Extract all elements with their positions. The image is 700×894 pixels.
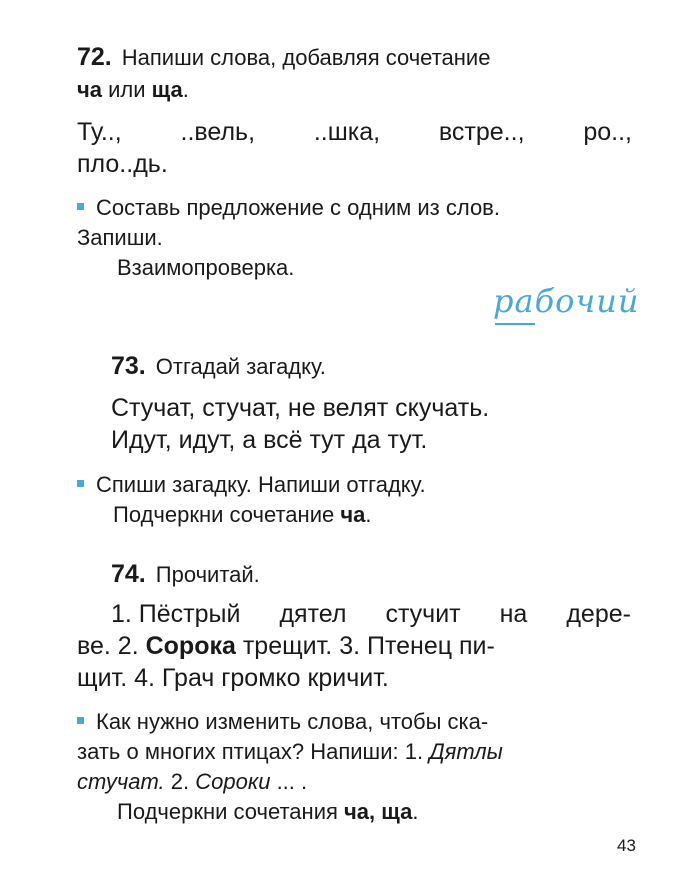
text-segment: ве. 2. xyxy=(77,632,146,660)
task-text: Спиши загадку. Напиши отгадку. xyxy=(96,472,426,497)
task-italic: стучат. xyxy=(77,769,165,794)
instruction-bold: ща xyxy=(151,77,183,102)
exercise-72-words xyxy=(77,116,632,148)
text-segment: трещит. 3. Птенец пи- xyxy=(235,632,495,660)
exercise-74-task xyxy=(77,707,503,827)
task-text-line xyxy=(77,767,503,797)
word-item: ..шка, xyxy=(313,118,381,146)
task-bold: ча, ща xyxy=(344,799,413,824)
text-word: стучит xyxy=(385,600,461,628)
text-word: дере- xyxy=(566,600,631,628)
page-number: 43 xyxy=(617,836,636,855)
task-text-line xyxy=(77,797,503,827)
text-bold: Сорока xyxy=(145,632,236,660)
instruction-text: . xyxy=(182,77,189,102)
bullet-icon xyxy=(77,480,84,487)
exercise-72-header xyxy=(77,43,637,72)
task-text: Взаимопроверка. xyxy=(117,255,295,280)
text-word: на xyxy=(499,600,528,628)
task-text: 2. xyxy=(164,769,196,794)
text-word: дятел xyxy=(279,600,347,628)
riddle-line: Идут, идут, а всё тут да тут. xyxy=(111,426,428,454)
vocab-word-underline xyxy=(495,323,535,325)
word-item: встре.., xyxy=(438,118,525,146)
word-item: ..вель, xyxy=(180,118,256,146)
task-text: Составь предложение с одним из слов. xyxy=(96,195,500,220)
bullet-icon xyxy=(77,717,84,724)
riddle-line: Стучат, стучат, не велят скучать. xyxy=(111,394,490,422)
task-text: Подчеркни сочетания xyxy=(117,799,345,824)
exercise-72-task xyxy=(77,193,500,283)
exercise-72-header-line2 xyxy=(77,76,189,104)
text-line xyxy=(77,630,631,662)
task-text-line xyxy=(77,737,503,767)
task-text: . xyxy=(412,799,419,824)
exercise-number: 73. xyxy=(111,352,146,380)
task-italic: Дятлы xyxy=(429,739,503,764)
exercise-73-header xyxy=(111,352,326,381)
task-text: Запиши. xyxy=(77,225,163,250)
task-text: Как нужно изменить слова, чтобы ска- xyxy=(96,709,489,734)
text-line xyxy=(111,598,631,630)
task-italic: Сороки xyxy=(195,769,271,794)
task-text: ... . xyxy=(270,769,308,794)
exercise-number: 74. xyxy=(111,560,146,588)
text-word: 1. Пёстрый xyxy=(111,600,241,628)
instruction-text: Прочитай. xyxy=(155,562,260,587)
exercise-number: 72. xyxy=(77,43,112,71)
exercise-72-words-line2: пло..дь. xyxy=(77,150,168,178)
task-text: зать о многих птицах? Напиши: 1. xyxy=(77,739,430,764)
exercise-73-task xyxy=(77,470,426,530)
instruction-text: Отгадай загадку. xyxy=(155,354,326,379)
task-text: Подчеркни сочетание xyxy=(113,502,341,527)
exercise-73-riddle xyxy=(111,392,489,456)
word-item: ро.., xyxy=(583,118,632,146)
exercise-74-header xyxy=(111,560,260,589)
instruction-text: или xyxy=(102,77,152,102)
instruction-text: Напиши слова, добавляя сочетание xyxy=(121,45,491,70)
word-item: Ту.., xyxy=(77,118,122,146)
vocab-word-cursive: рабочий xyxy=(493,282,640,320)
text-line: щит. 4. Грач громко кричит. xyxy=(77,664,389,692)
task-bold: ча xyxy=(340,502,366,527)
exercise-74-text xyxy=(77,598,631,694)
bullet-icon xyxy=(77,203,84,210)
instruction-bold: ча xyxy=(77,77,103,102)
task-text: . xyxy=(365,502,372,527)
